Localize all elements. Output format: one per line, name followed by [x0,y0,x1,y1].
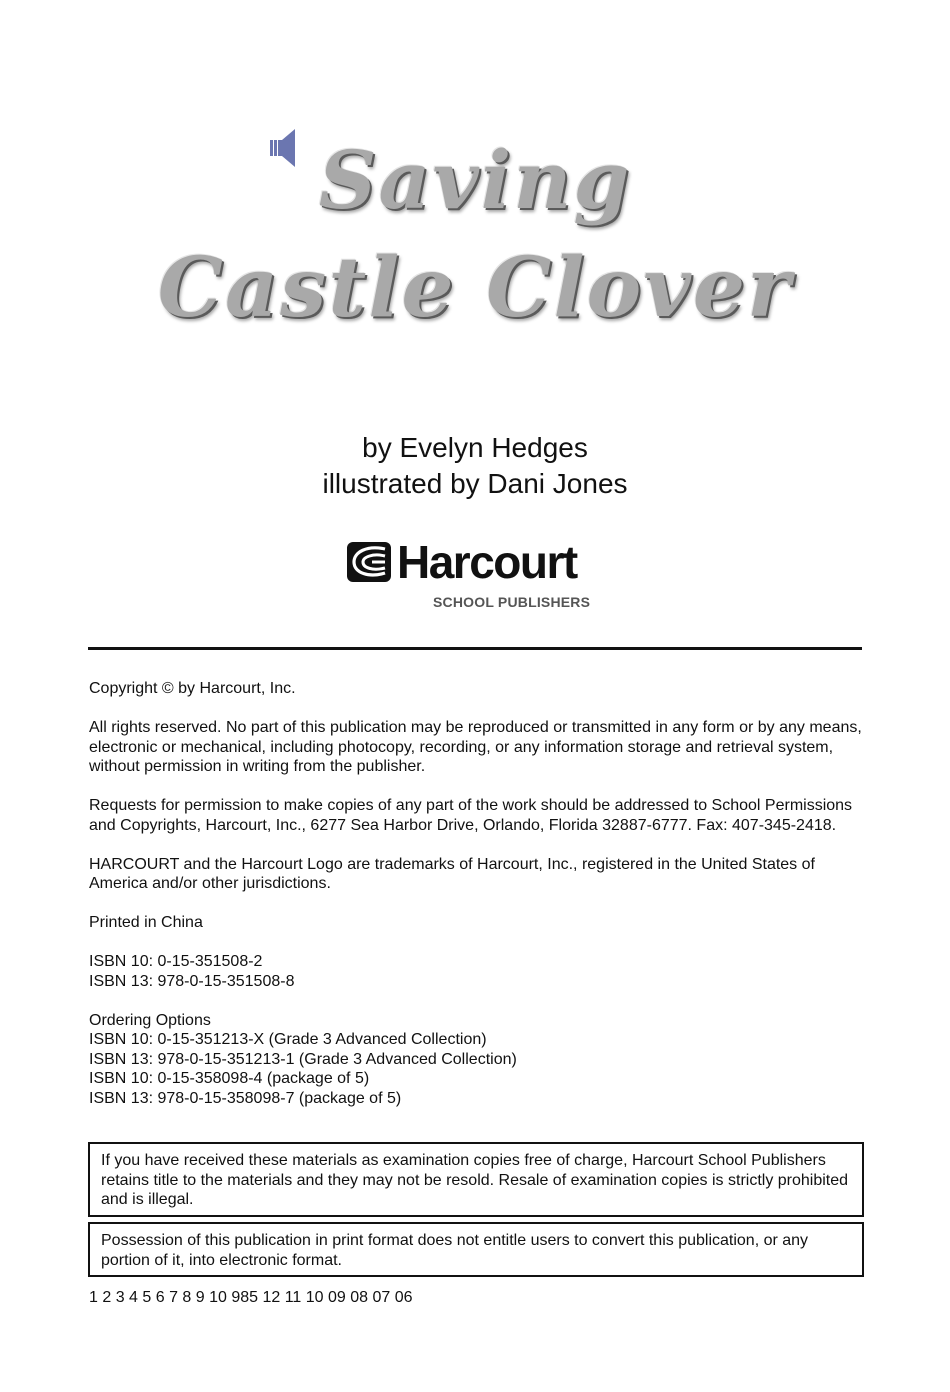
trademark-paragraph: HARCOURT and the Harcourt Logo are trademarks of Harcourt, Inc., registered in the United States of America and/or other jurisdictions. [89,855,815,892]
copyright-block [89,679,864,1128]
publisher-logo [345,536,610,612]
ordering-line: ISBN 13: 978-0-15-351213-1 (Grade 3 Advanced Collection) [89,1050,517,1068]
illustrator-byline: illustrated by Dani Jones [322,468,628,499]
divider [88,647,862,650]
permissions-paragraph: Requests for permission to make copies of any part of the work should be addressed to School Permissions and Copyrights, Harcourt, Inc., 6277 Sea Harbor Drive, Orlando, Florida 32887-6777. Fax: 407-345-2418. [89,797,853,834]
electronic-format-notice: Possession of this publication in print format does not entitle users to convert this publication, or any portion of it, into electronic format. [88,1222,864,1277]
book-title [0,130,950,340]
copyright-line: Copyright © by Harcourt, Inc. [89,680,296,697]
ordering-title: Ordering Options [89,1011,211,1029]
isbn-list [89,952,864,991]
harcourt-wave-logo-icon [345,540,393,584]
ordering-line: ISBN 10: 0-15-358098-4 (package of 5) [89,1070,370,1087]
isbn-line: ISBN 10: 0-15-351508-2 [89,953,263,970]
ordering-line: ISBN 10: 0-15-351213-X (Grade 3 Advanced Collection) [89,1031,487,1048]
ordering-options [89,1011,864,1109]
title-line-1: Saving [318,133,632,227]
ordering-line: ISBN 13: 978-0-15-358098-7 (package of 5) [89,1089,402,1107]
title-line-2: Castle Clover [157,240,793,336]
publisher-name: Harcourt [397,536,577,588]
publisher-subtitle: SCHOOL PUBLISHERS [433,594,591,610]
print-line: 1 2 3 4 5 6 7 8 9 10 985 12 11 10 09 08 07 06 [89,1289,413,1306]
printed-in: Printed in China [89,914,203,931]
examination-notice: If you have received these materials as examination copies free of charge, Harcourt School Publishers retains title to the materials and they may not be resold. Resale of examination copies is strictly prohibited and is illegal. [88,1142,864,1217]
isbn-line: ISBN 13: 978-0-15-351508-8 [89,972,295,990]
rights-paragraph: All rights reserved. No part of this publication may be reproduced or transmitted in any form or by any means, electronic or mechanical, including photocopy, recording, or any information storage and retrieval system, without permission in writing from the publisher. [89,719,862,775]
author-byline: by Evelyn Hedges [362,432,588,463]
